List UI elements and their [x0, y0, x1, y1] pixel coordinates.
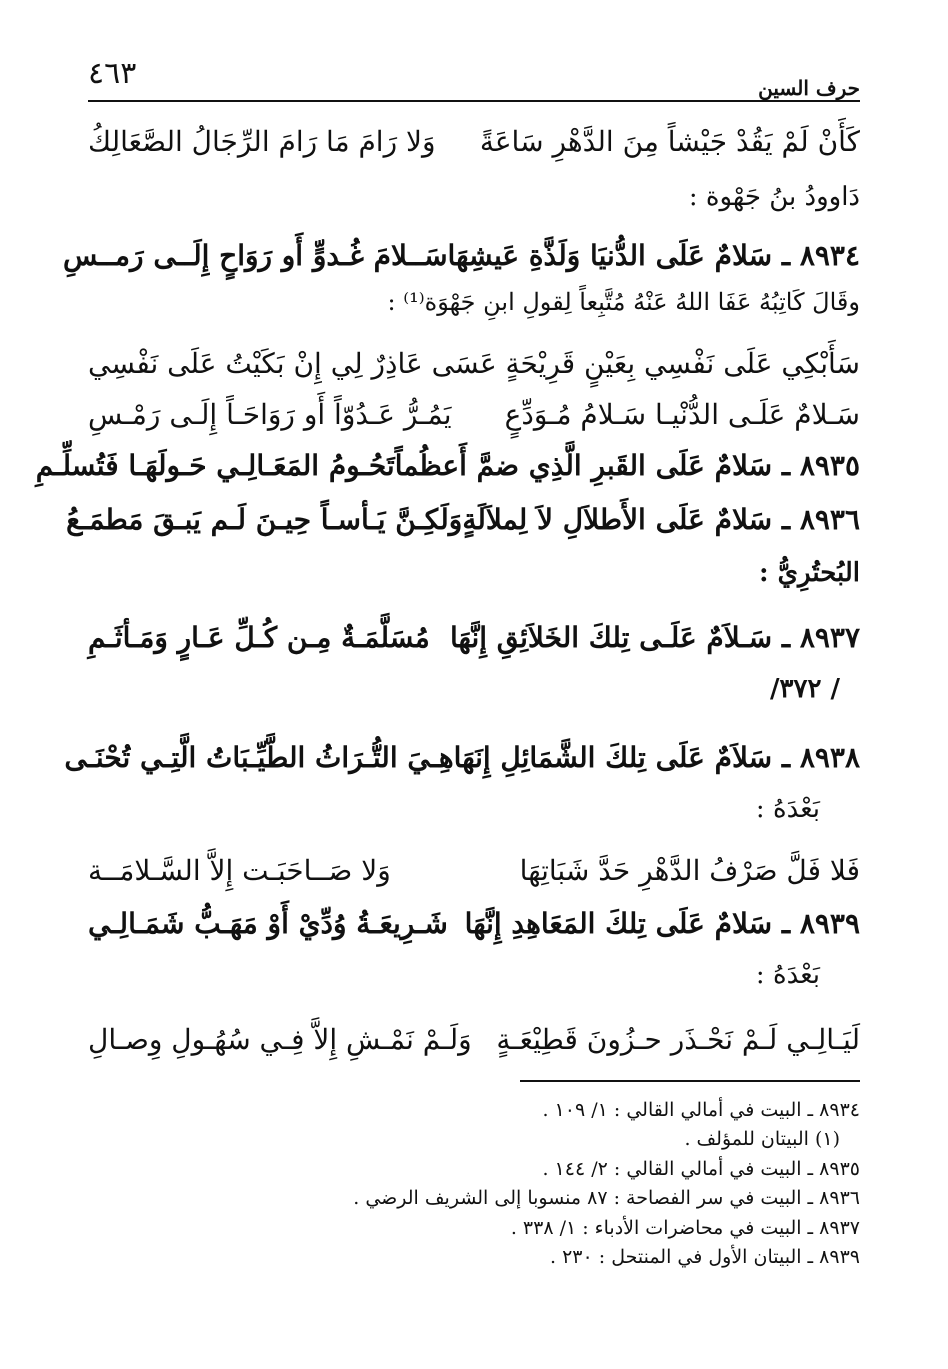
- verse-line: [88, 898, 860, 950]
- footnote: ٨٩٣٩ ـ البيتان الأول في المنتحل : ٢٣٠ .: [550, 1246, 860, 1269]
- verse-right-hemistich: ٨٩٣٥ ـ سَلامٌ عَلَى القَبرِ الَّذِي ضمَّ أَعظُماً: [394, 449, 860, 483]
- verse-line: [66, 492, 860, 548]
- footnote: ٨٩٣٧ ـ البيت في محاضرات الأدباء : ١/ ٣٣٨ .: [510, 1216, 860, 1239]
- verse-right-hemistich: لَيَـالِـي لَـمْ نَحْـذَر حـزُونَ قَطِيْعَـةٍ: [496, 1023, 860, 1057]
- verse-left-hemistich: تَحُـومُ المَعَـالِـي حَـولَهَـا فَتُسلِّـمِ: [35, 449, 395, 483]
- verse-left-hemistich: وَلَـمْ نَمْـشِ إِلاَّ فِـي سُهُـولِ وِصـالِ: [88, 1023, 472, 1057]
- page-header: [88, 56, 860, 102]
- verse-line: [88, 112, 860, 172]
- verse-line: [88, 390, 860, 440]
- running-head: حرف السين: [758, 76, 860, 100]
- verse-left-hemistich: وَلا صَــاحَبَـت إِلاَّ السَّـلامَــة: [88, 854, 391, 888]
- verse-line: [62, 230, 860, 282]
- verse-left-hemistich: هِـيَ التُّـرَاثُ الطَّيِّـبَاتُ الَّتِـي تُحْنَـى: [64, 741, 454, 775]
- footnote: ٨٩٣٤ ـ البيت في أمالي القالي : ١/ ١٠٩ .: [542, 1099, 860, 1121]
- verse-line: [88, 338, 860, 390]
- page-number: ٤٦٣: [88, 56, 137, 91]
- verse-right-hemistich: فَلا فَلَّ صَرْفُ الدَّهْرِ حَدَّ شَبَاتِهَا: [519, 854, 860, 888]
- verse-left-hemistich: يَمُـرُّ عَـدُوّاً أَو رَوَاحَـاً إِلَـى رَمْـسِ: [88, 398, 452, 432]
- verse-line: [35, 440, 860, 492]
- author-note: وقَالَ كَاتِبُهُ عَفَا اللهُ عَنْهُ مُتَّبِعاً لِقولِ ابنِ جَهْوَة⁽¹⁾ :: [387, 288, 860, 316]
- verse-right-hemistich: سَأَبْكِي عَلَى نَفْسِي بِعَيْنٍ قَرِيْحَةٍ: [505, 347, 860, 381]
- verse-right-hemistich: سَـلامٌ عَلَـى الدُّنْيـا سَـلامُ مُـوَدِّعٍ: [504, 398, 860, 432]
- verse-body: [35, 112, 860, 1068]
- folio-marker: / ٣٧٢/: [770, 674, 840, 704]
- verse-line: [88, 610, 860, 666]
- footnote: (١) البيتان للمؤلف .: [684, 1128, 840, 1151]
- verse-left-hemistich: وَلا رَامَ مَا رَامَ الرِّجَالُ الصَّعَالِكُ: [88, 125, 436, 159]
- poet-name: دَاوودُ بنُ جَهْوة :: [688, 182, 860, 212]
- verse-line: [88, 1012, 860, 1068]
- verse-line: [88, 844, 860, 898]
- verse-right-hemistich: ٨٩٣٩ ـ سَلامٌ عَلَى تِلكَ المَعَاهِدِ إِنَّهَا: [464, 907, 860, 941]
- verse-right-hemistich: ٨٩٣٧ ـ سَـلاَمٌ عَلَـى تِلكَ الخَلاَئِقِ إِنَّهَا: [450, 621, 860, 655]
- footnote: ٨٩٣٦ ـ البيت في سر الفصاحة : ٨٧ منسوبا إلى الشريف الرضي .: [353, 1187, 860, 1210]
- poet-name: البُحتُرِيُّ :: [759, 558, 860, 588]
- verse-right-hemistich: ٨٩٣٨ ـ سَلاَمٌ عَلَى تِلكَ الشَّمَائِلِ إِنَهَا: [453, 741, 860, 775]
- verse-left-hemistich: سَــلامَ غُـدوٍّ أَو رَوَاحٍ إِلَــى رَمــسِ: [62, 239, 448, 273]
- verse-left-hemistich: شَـرِيعَـةُ وُدِّيْ أَوْ مَهَـبُّ شَمَـالِـي: [88, 907, 448, 941]
- verse-left-hemistich: عَسَى عَاذِرٌ لِي إِنْ بَكَيْتُ عَلَى نَفْسِي: [88, 347, 497, 381]
- footnote: ٨٩٣٥ ـ البيت في أمالي القالي : ٢/ ١٤٤ .: [542, 1157, 860, 1180]
- verse-left-hemistich: مُسَلَّمَـةٌ مِـن كُـلِّ عَـارٍ وَمَـأثَـمِ: [88, 621, 430, 655]
- after-note: بَعْدَهُ :: [755, 960, 820, 990]
- verse-line: [64, 728, 860, 788]
- verse-right-hemistich: ٨٩٣٦ ـ سَلامٌ عَلَى الأَطلاَلِ لاَ لِملاَلَةٍ: [462, 503, 860, 537]
- verse-right-hemistich: ٨٩٣٤ ـ سَلامٌ عَلَى الدُّنيَا وَلَذَّةِ عَيشِهَا: [447, 239, 860, 273]
- footnote-rule: [520, 1080, 860, 1082]
- footnotes: [88, 1080, 860, 1273]
- verse-left-hemistich: وَلَكِـنَّ يَـأسـاً حِيـنَ لَـم يَبـقَ مَطمَـعُ: [66, 503, 463, 537]
- verse-right-hemistich: كَأَنْ لَمْ يَقُدْ جَيْشاً مِنَ الدَّهْرِ سَاعَةً: [479, 125, 860, 159]
- after-note: بَعْدَهُ :: [755, 794, 820, 824]
